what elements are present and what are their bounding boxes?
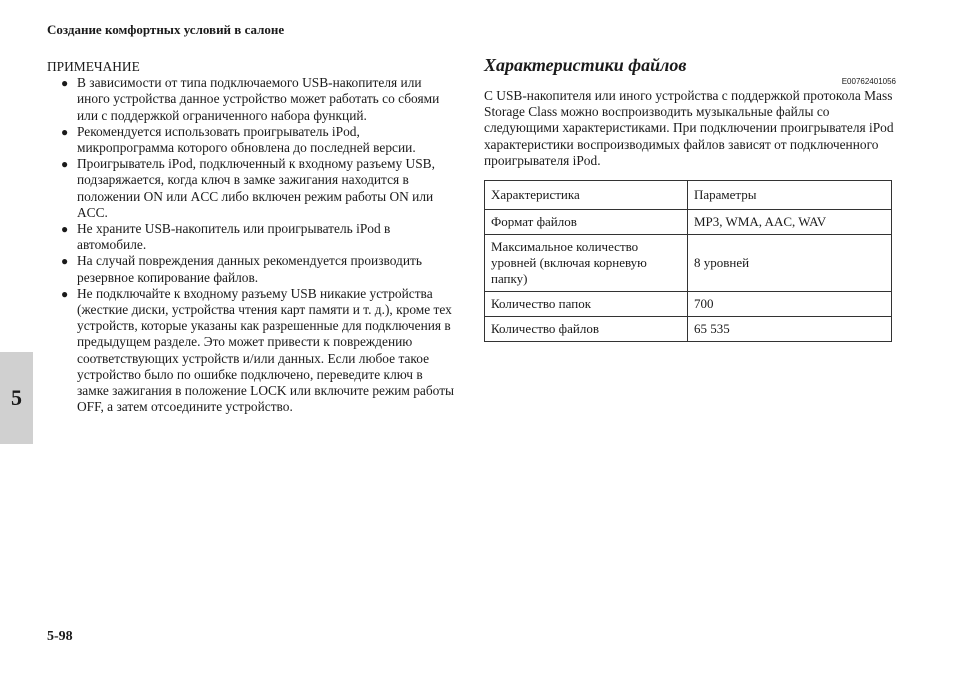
table-cell: MP3, WMA, AAC, WAV [688,210,892,235]
note-title: ПРИМЕЧАНИЕ [47,59,140,74]
note-item-text: Не подключайте к входному разъему USB никакие устройства (жесткие диски, устройства чтения карт памяти и т. д.), кроме тех устройств, которые указаны как разрешенные для подключения в предыдущем разделе. Это может привести к повреждению соответствующих устройств и/или данных. Если любое такое устройство было по ошибке подключено, переведите ключ в замке зажигания в положение LOCK или включите режим работы OFF, а затем отсоедините устройство. [77,285,455,415]
table-cell: 700 [688,292,892,317]
note-item [47,286,457,416]
table-row [485,292,892,317]
note-item [47,156,457,221]
section-title: Характеристики файлов [484,55,687,75]
note-block [47,59,457,415]
table-header-cell: Параметры [688,181,892,210]
table-cell: Максимальное количество уровней (включая корневую папку) [485,235,688,292]
page-header: Создание комфортных условий в салоне [47,22,285,37]
bullet-icon: ● [61,286,69,301]
file-spec-section [484,54,896,169]
note-item-text: Рекомендуется использовать проигрыватель iPod, микропрограмма которого обновлена до последней версии. [77,123,416,156]
page-number: 5-98 [47,629,73,644]
file-spec-table [484,180,892,342]
table-header-row [485,181,892,210]
note-item-text: На случай повреждения данных рекомендуется производить резервное копирование файлов. [77,253,422,285]
note-item-text: Проигрыватель iPod, подключенный к входному разъему USB, подзаряжается, когда ключ в замке зажигания находится в положении ON или ACC либо включен режим работы ON или ACC. [77,156,435,220]
note-item [47,124,457,156]
table-row [485,317,892,342]
bullet-icon: ● [61,124,69,139]
note-item [47,75,457,124]
table-header-cell: Характеристика [485,181,688,210]
table-cell: Формат файлов [485,210,688,235]
section-code: E00762401056 [841,77,896,86]
table-cell: Количество файлов [485,317,688,342]
table-row [485,210,892,235]
chapter-tab: 5 [0,352,33,444]
bullet-icon: ● [61,76,69,91]
bullet-icon: ● [61,254,69,269]
table-cell: 8 уровней [688,235,892,292]
note-item-text: В зависимости от типа подключаемого USB-накопителя или иного устройства данное устройство может работать со сбоями или с поддержкой ограниченного набора функций. [77,75,440,123]
table-row [485,235,892,292]
section-intro: С USB-накопителя или иного устройства с поддержкой протокола Mass Storage Class можно воспроизводить музыкальные файлы со следующими характеристиками. При подключении проигрывателя iPod характеристики воспроизводимых файлов зависят от подключенного проигрывателя iPod. [484,88,894,168]
note-item [47,253,457,285]
table-cell: 65 535 [688,317,892,342]
bullet-icon: ● [61,157,69,172]
note-item-text: Не храните USB-накопитель или проигрыватель iPod в автомобиле. [77,221,391,253]
note-item [47,221,457,253]
table-cell: Количество папок [485,292,688,317]
bullet-icon: ● [61,222,69,237]
note-list [47,75,457,415]
